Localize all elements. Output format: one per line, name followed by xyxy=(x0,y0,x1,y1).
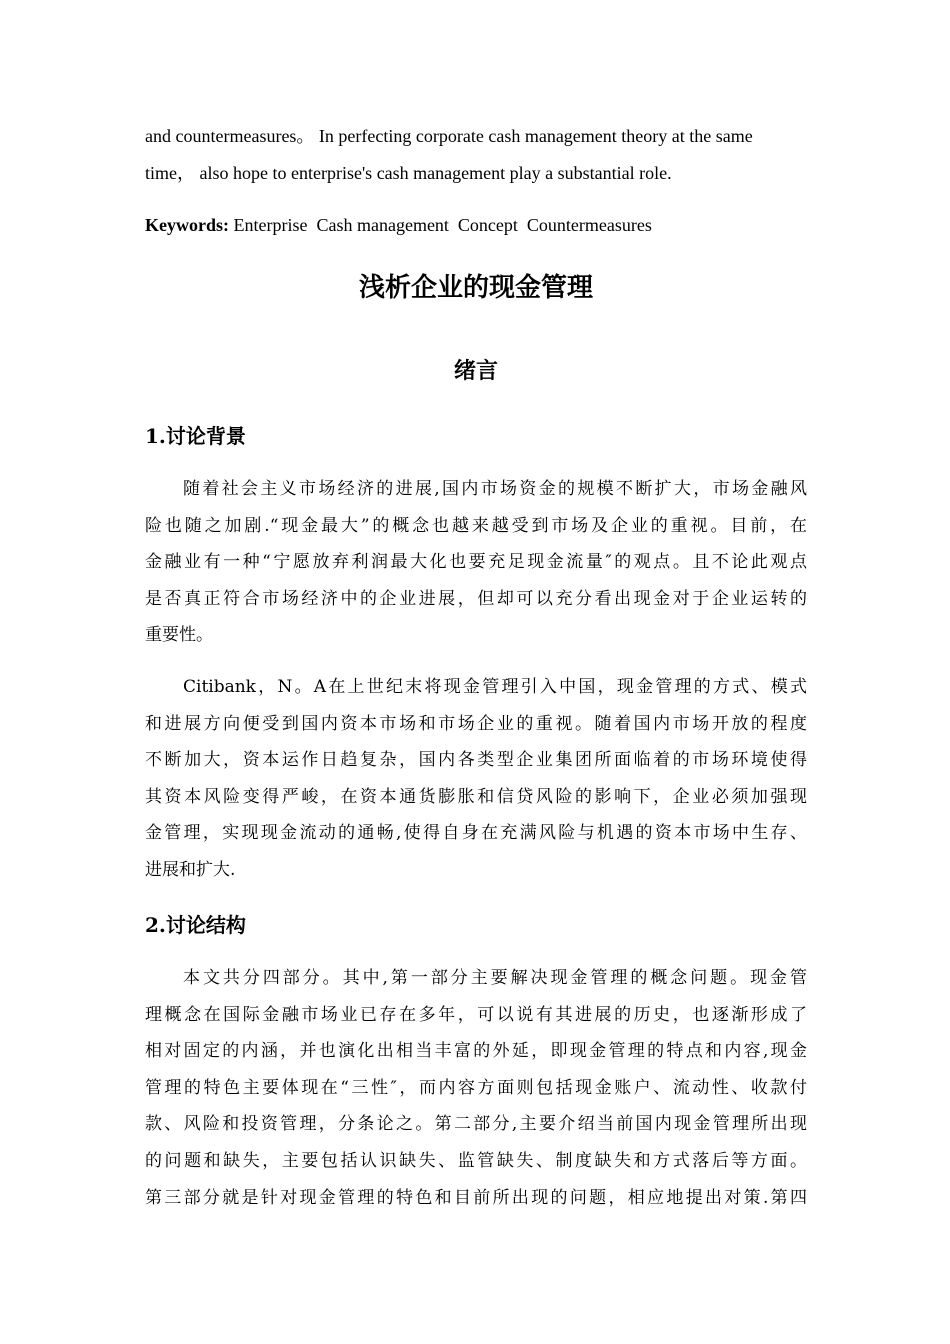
abstract-en-line-1: and countermeasures。 In perfecting corporate cash management theory at the same xyxy=(145,126,753,146)
section-1-paragraph-2 xyxy=(145,669,807,889)
paragraph-line: 管理的特色主要体现在“三性″，而内容方面则包括现金账户、流动性、收款付 xyxy=(145,1077,807,1098)
document-title: 浅析企业的现金管理 xyxy=(358,273,593,303)
paragraph-line: 金融业有一种“宁愿放弃利润最大化也要充足现金流量″的观点。且不论此观点 xyxy=(145,552,807,573)
paragraph-line: 其资本风险变得严峻，在资本通货膨胀和信贷风险的影响下，企业必须加强现 xyxy=(145,786,807,807)
keywords-line xyxy=(145,210,807,240)
keywords-text: Enterprise Cash management Concept Countermeasures xyxy=(229,215,652,235)
section-1-paragraph-1 xyxy=(145,471,807,654)
paragraph-line: 相对固定的内涵，并也演化出相当丰富的外延，即现金管理的特点和内容,现金 xyxy=(145,1041,807,1062)
keywords-label: Keywords: xyxy=(145,215,229,235)
section-1-heading: 1.讨论背景 xyxy=(145,424,246,448)
document-subtitle: 绪言 xyxy=(453,358,498,384)
paragraph-line: 重要性。 xyxy=(145,625,213,646)
paragraph-line: 险也随之加剧.“现金最大”的概念也越来越受到市场及企业的重视。目前，在 xyxy=(145,515,807,536)
section-2-paragraph-1 xyxy=(145,960,807,1216)
paragraph-line: 款、风险和投资管理，分条论之。第二部分,主要介绍当前国内现金管理所出现 xyxy=(145,1114,807,1135)
paragraph-line: 随着社会主义市场经济的进展,国内市场资金的规模不断扩大，市场金融风 xyxy=(183,479,807,499)
paragraph-line: 第三部分就是针对现金管理的特色和目前所出现的问题，相应地提出对策.第四 xyxy=(145,1187,807,1208)
paragraph-line: Citibank，N。A在上世纪末将现金管理引入中国，现金管理的方式、模式 xyxy=(183,677,807,697)
paragraph-line: 是否真正符合市场经济中的企业进展，但却可以充分看出现金对于企业运转的 xyxy=(145,588,807,609)
paragraph-line: 本文共分四部分。其中,第一部分主要解决现金管理的概念问题。现金管 xyxy=(183,968,807,988)
abstract-en-line-2: time， also hope to enterprise's cash management play a substantial role. xyxy=(145,163,672,183)
paragraph-line: 和进展方向便受到国内资本市场和市场企业的重视。随着国内市场开放的程度 xyxy=(145,713,807,734)
paragraph-line: 金管理，实现现金流动的通畅,使得自身在充满风险与机遇的资本市场中生存、 xyxy=(145,823,807,844)
paragraph-line: 的问题和缺失，主要包括认识缺失、监管缺失、制度缺失和方式落后等方面。 xyxy=(145,1150,807,1171)
paragraph-line: 理概念在国际金融市场业已存在多年，可以说有其进展的历史，也逐渐形成了 xyxy=(145,1004,807,1025)
paragraph-line: 进展和扩大. xyxy=(145,859,236,880)
section-2-heading: 2.讨论结构 xyxy=(145,913,246,937)
paragraph-line: 不断加大，资本运作日趋复杂，国内各类型企业集团所面临着的市场环境使得 xyxy=(145,750,807,771)
